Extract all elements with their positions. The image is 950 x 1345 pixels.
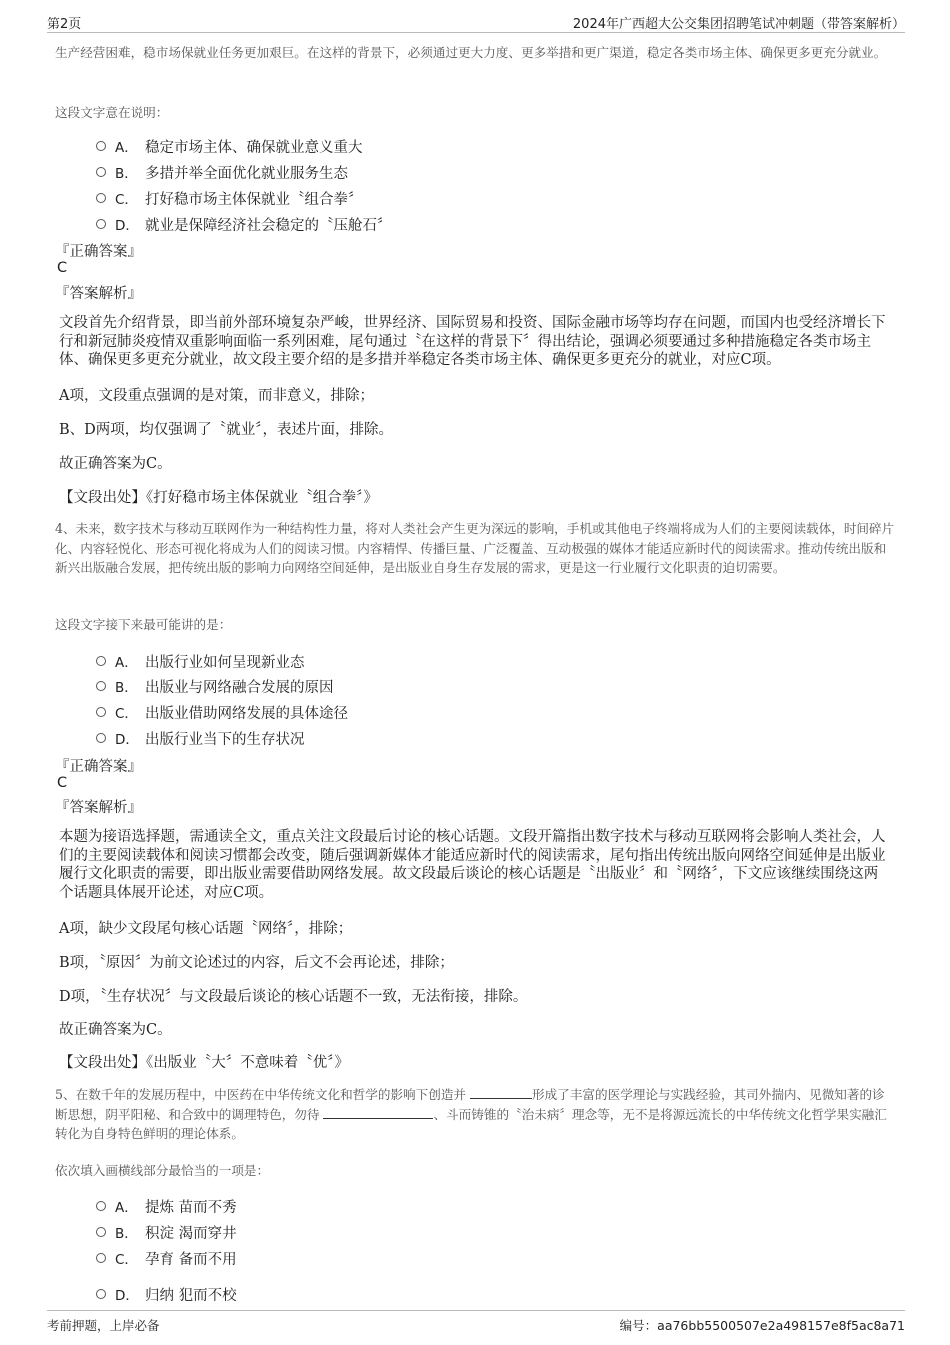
q4-passage: 4、未来，数字技术与移动互联网作为一种结构性力量，将对人类社会产生更为深远的影响，手机或其他电子终端将成为人们的主要阅读载体，时间碎片化、内容轻悦化、形态可视化将成为人们的阅读习惯。内容精悍、传播巨量、广泛覆盖、互动极强的媒体才能适应新时代的阅读需求。推动传统出版和新兴出版融合发展，把传统出版的影响力向网络空间延伸，是出版业自身生存发展的需求，更是这一行业履行文化职责的迫切需要。 [55,521,895,575]
page-header [47,10,905,33]
radio-icon[interactable] [96,1253,106,1263]
q4-analysis: 本题为接语选择题，需通读全文，重点关注文段最后讨论的核心话题。文段开篇指出数字技术与移动互联网将会影响人类社会，人们的主要阅读载体和阅读习惯都会改变，随后强调新媒体才能适应新时代的阅读需求，尾句指出传统出版向网络空间延伸是出版业履行文化职责的需要，即出版业需要借助网络发展。故文段最后谈论的核心话题是〝出版业〞和〝网络〞，下文应该继续围绕这两个话题具体展开论述，对应C项。 [59,829,886,901]
q4-answer-label: 『正确答案』 [55,759,142,775]
q3-source: 【文段出处】《打好稳市场主体保就业〝组合拳〞》 [59,490,378,506]
radio-icon[interactable] [96,219,106,229]
fill-blank-1[interactable] [470,1086,532,1099]
document-code: 编号：aa76bb5500507e2a498157e8f5ac8a71 [619,1318,905,1333]
radio-icon[interactable] [96,733,106,743]
q3-conclusion: 故正确答案为C。 [59,456,172,472]
q3-analysis-label: 『答案解析』 [55,286,142,302]
radio-icon[interactable] [96,167,106,177]
page-number: 第2页 [47,17,82,32]
fill-blank-2[interactable] [323,1106,433,1119]
q4-note-b: B项，〝原因〞为前文论述过的内容，后文不会再论述，排除； [59,955,454,971]
radio-icon[interactable] [96,1201,106,1211]
radio-icon[interactable] [96,1289,106,1299]
q3-answer: C [57,260,68,276]
q3-passage-tail: 生产经营困难，稳市场保就业任务更加艰巨。在这样的背景下，必须通过更大力度、更多举措和更广渠道，稳定各类市场主体、确保更多更充分就业。 [55,45,887,60]
page-footer [47,1310,905,1335]
q4-answer: C [57,775,68,791]
radio-icon[interactable] [96,193,106,203]
q3-prompt: 这段文字意在说明： [55,105,169,120]
q3-analysis: 文段首先介绍背景，即当前外部环境复杂严峻，世界经济、国际贸易和投资、国际金融市场等均存在问题，而国内也受经济增长下行和新冠肺炎疫情双重影响面临一系列困难，尾句通过〝在这样的背景下〞得出结论，强调必须要通过多种措施稳定各类市场主体、确保更多更充分就业，故文段主要介绍的是多措并举稳定各类市场主体、确保更多更充分的就业，对应C项。 [59,315,886,368]
q4-note-d: D项，〝生存状况〞与文段最后谈论的核心话题不一致，无法衔接，排除。 [59,989,528,1005]
radio-icon[interactable] [96,707,106,717]
q5-passage: 5、在数千年的发展历程中，中医药在中华传统文化和哲学的影响下创造并 形成了丰富的医学理论与实践经验，其司外揣内、见微知著的诊断思想，阴平阳秘、和合致中的调理特色，勿待 、斗而铸锥的〝治未病〞理念等，无不是将源远流长的中华传统文化哲学果实融汇转化为自身特色鲜明的理论体系。 [55,1087,887,1141]
radio-icon[interactable] [96,681,106,691]
radio-icon[interactable] [96,141,106,151]
radio-icon[interactable] [96,1227,106,1237]
footer-slogan: 考前押题，上岸必备 [47,1318,160,1333]
q3-note-bd: B、D两项，均仅强调了〝就业〞，表述片面，排除。 [59,422,394,438]
q4-note-a: A项，缺少文段尾句核心话题〝网络〞，排除； [59,921,353,937]
q3-answer-label: 『正确答案』 [55,244,142,260]
q5-prompt: 依次填入画横线部分最恰当的一项是： [55,1163,270,1178]
document-title: 2024年广西超大公交集团招聘笔试冲刺题（带答案解析） [572,17,905,32]
q4-analysis-label: 『答案解析』 [55,800,142,816]
q4-conclusion: 故正确答案为C。 [59,1022,172,1038]
radio-icon[interactable] [96,656,106,666]
q3-note-a: A项，文段重点强调的是对策，而非意义，排除； [59,388,374,404]
q4-source: 【文段出处】《出版业〝大〞不意味着〝优〞》 [59,1055,349,1071]
q4-prompt: 这段文字接下来最可能讲的是： [55,617,232,632]
